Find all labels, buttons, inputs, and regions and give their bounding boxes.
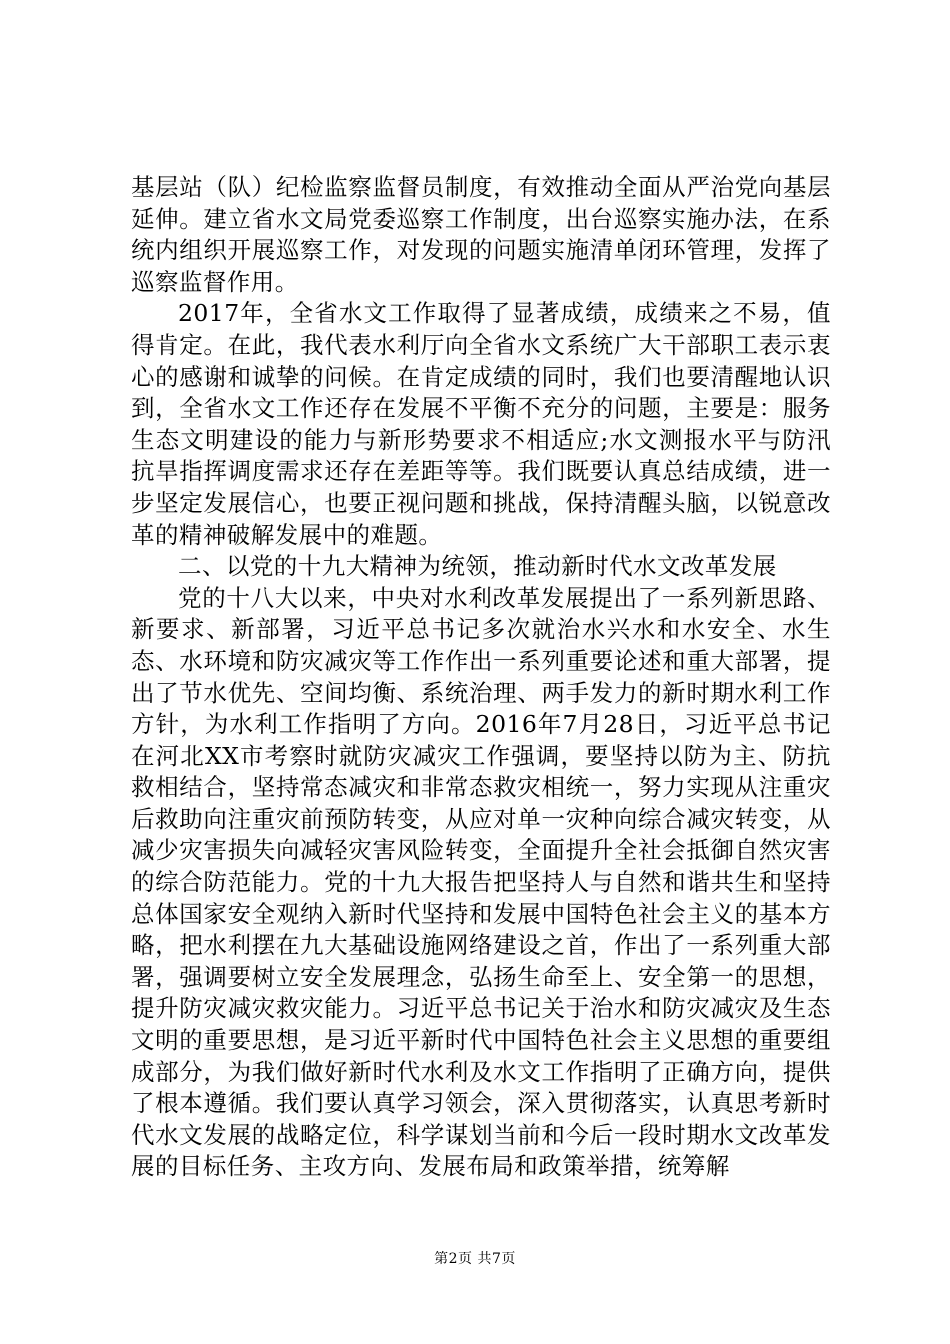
section-heading: 二、以党的十九大精神为统领，推动新时代水文改革发展: [178, 552, 777, 581]
paragraph-reform-development: 党的十八大以来，中央对水利改革发展提出了一系列新思路、新要求、新部署，习近平总书记多次就治水兴水和水安全、水生态、水环境和防灾减灾等工作作出一系列重要论述和重大部署，提出了节水优先、空间均衡、系统治理、两手发力的新时期水利工作方针，为水利工作指明了方向。2016年7月28日，习近平总书记在河北XX市考察时就防灾减灾工作强调，要坚持以防为主、防抗救相结合，坚持常态减灾和非常态救灾相统一，努力实现从注重灾后救助向注重灾前预防转变，从应对单一灾种向综合减灾转变，从减少灾害损失向减轻灾害风险转变，全面提升全社会抵御自然灾害的综合防范能力。党的十九大报告把坚持人与自然和谐共生和坚持总体国家安全观纳入新时代坚持和发展中国特色社会主义的基本方略，把水利摆在九大基础设施网络建设之首，作出了一系列重大部署，强调要树立安全发展理念，弘扬生命至上、安全第一的思想，提升防灾减灾救灾能力。习近平总书记关于治水和防灾减灾及生态文明的重要思想，是习近平新时代中国特色社会主义思想的重要组成部分，为我们做好新时代水利及水文工作指明了正确方向，提供了根本遵循。我们要认真学习领会，深入贯彻落实，认真思考新时代水文发展的战略定位，科学谋划当前和今后一段时期水文改革发展的目标任务、主攻方向、发展布局和政策举措，统筹解: [131, 583, 831, 1181]
document-body: [131, 172, 831, 1183]
page-number-footer: 第2页 共7页: [434, 1251, 516, 1267]
paragraph-continuation: 基层站（队）纪检监察监督员制度，有效推动全面从严治党向基层延伸。建立省水文局党委巡察工作制度，出台巡察实施办法，在系统内组织开展巡察工作，对发现的问题实施清单闭环管理，发挥了巡察监督作用。: [131, 173, 831, 296]
paragraph-2017-summary: 2017年，全省水文工作取得了显著成绩，成绩来之不易，值得肯定。在此，我代表水利厅向全省水文系统广大干部职工表示衷心的感谢和诚挚的问候。在肯定成绩的同时，我们也要清醒地认识到，全省水文工作还存在发展不平衡不充分的问题，主要是：服务生态文明建设的能力与新形势要求不相适应;水文测报水平与防汛抗旱指挥调度需求还存在差距等等。我们既要认真总结成绩，进一步坚定发展信心，也要正视问题和挑战，保持清醒头脑，以锐意改革的精神破解发展中的难题。: [131, 299, 831, 549]
